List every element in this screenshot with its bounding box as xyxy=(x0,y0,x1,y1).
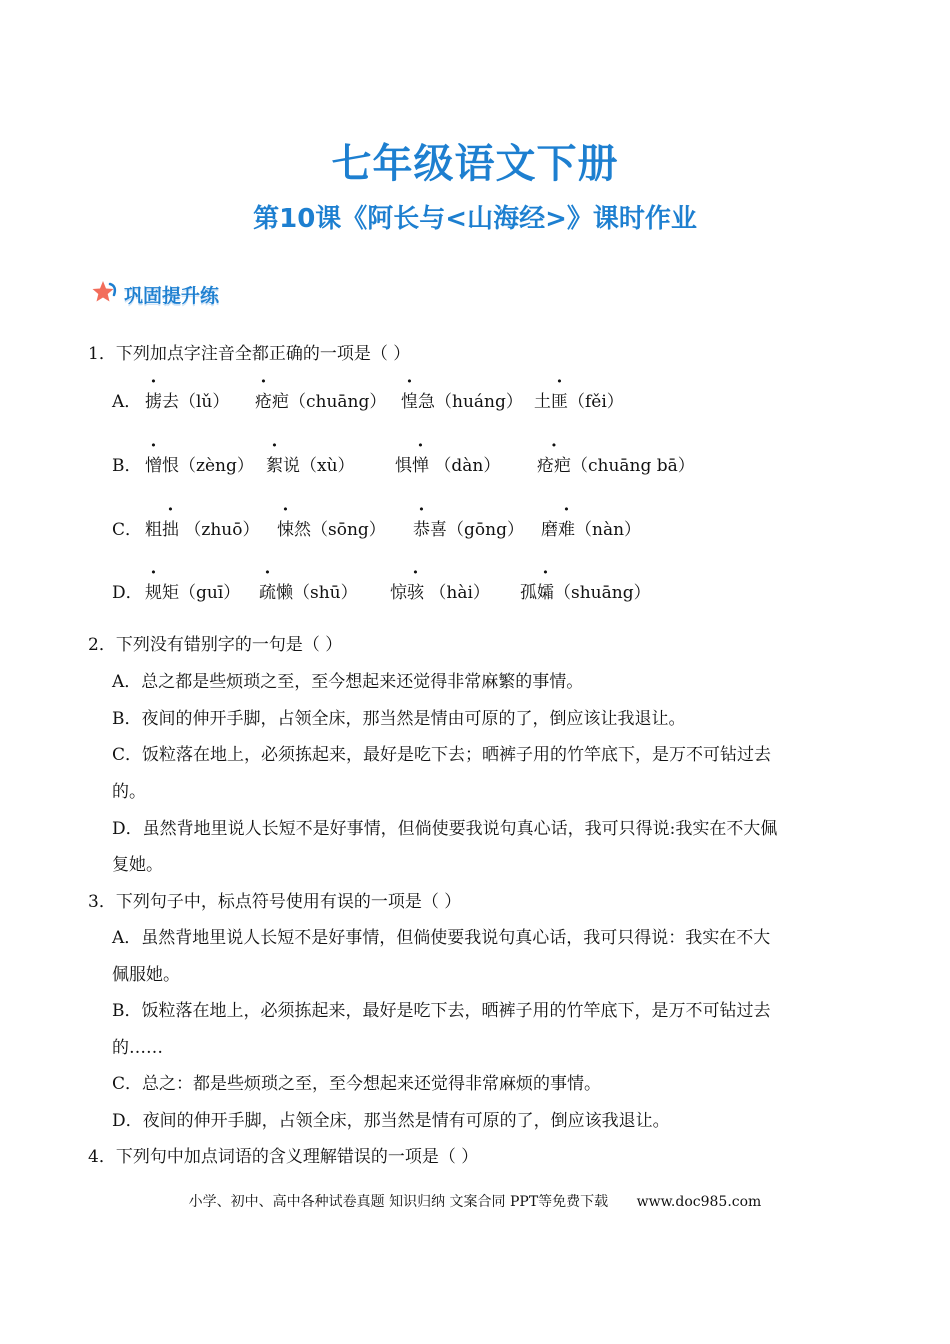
q1-d-item-2: 疏懒（shū） xyxy=(259,583,358,603)
q1-c-item-1: 粗拙 （zhuō） xyxy=(145,520,260,540)
q1-d-item-1: 规矩（guī） xyxy=(145,583,241,603)
q1-b-item-4: 疮疤（chuāng bā） xyxy=(537,456,695,476)
page-title: 七年级语文下册 xyxy=(331,141,619,187)
q3-option-d: D．夜间的伸开手脚，占领全床，那当然是情有可原的了，倒应该我退让。 xyxy=(112,1111,670,1131)
q3-option-a-cont: 佩服她。 xyxy=(112,965,180,985)
q1-c-item-3: 恭喜（gōng） xyxy=(413,520,524,540)
q2-option-d-cont: 复她。 xyxy=(112,855,163,875)
q2-option-c-cont: 的。 xyxy=(112,782,146,802)
q1-b-item-1: 憎恨（zèng） xyxy=(145,456,254,476)
footer-site: www.doc985.com xyxy=(636,1194,762,1210)
q1-c-item-2: 悚然（sōng） xyxy=(277,520,386,540)
question-4-stem: 4．下列句中加点词语的含义理解错误的一项是（ ） xyxy=(88,1147,479,1167)
page-footer xyxy=(0,1191,950,1211)
q1-a-item-3: 惶急（huáng） xyxy=(401,392,523,412)
q1-b-item-3: 惧惮 （dàn） xyxy=(395,456,501,476)
q1-option-c-letter: C． xyxy=(112,520,143,540)
q2-option-a: A．总之都是些烦琐之至，至今想起来还觉得非常麻繁的事情。 xyxy=(112,672,584,692)
q1-d-item-4: 孤孀（shuāng） xyxy=(520,583,651,603)
q1-a-item-1: 掳去（lǔ） xyxy=(145,392,230,412)
q3-option-a: A．虽然背地里说人长短不是好事情，但倘使要我说句真心话，我可只得说：我实在不大 xyxy=(112,928,771,948)
section-header xyxy=(92,280,219,308)
footer-text: 小学、初中、高中各种试卷真题 知识归纳 文案合同 PPT等免费下载 xyxy=(188,1194,609,1210)
q1-option-a-letter: A． xyxy=(112,392,142,412)
section-label: 巩固提升练 xyxy=(124,284,220,307)
lesson-subtitle: 第10课《阿长与<山海经>》课时作业 xyxy=(253,204,697,234)
q1-option-d-letter: D． xyxy=(112,583,143,603)
q3-option-b: B．饭粒落在地上，必须拣起来，最好是吃下去，晒裤子用的竹竿底下，是万不可钻过去 xyxy=(112,1001,771,1021)
q3-option-c: C．总之：都是些烦琐之至，至今想起来还觉得非常麻烦的事情。 xyxy=(112,1074,602,1094)
star-icon xyxy=(92,280,118,308)
q2-option-c: C．饭粒落在地上，必须拣起来，最好是吃下去；晒裤子用的竹竿底下，是万不可钻过去 xyxy=(112,745,772,765)
q1-a-item-2: 疮疤（chuāng） xyxy=(255,392,387,412)
q1-a-item-4: 土匪（fěi） xyxy=(534,392,624,412)
q2-option-d: D．虽然背地里说人长短不是好事情，但倘使要我说句真心话，我可只得说:我实在不大佩 xyxy=(112,819,778,839)
question-1-stem: 1．下列加点字注音全都正确的一项是（ ） xyxy=(88,344,411,364)
q1-option-b-letter: B． xyxy=(112,456,142,476)
q2-option-b: B．夜间的伸开手脚，占领全床，那当然是情由可原的了，倒应该让我退让。 xyxy=(112,709,686,729)
q3-option-b-cont: 的…… xyxy=(112,1038,163,1058)
q1-b-item-2: 絮说（xù） xyxy=(266,456,355,476)
question-3-stem: 3．下列句子中，标点符号使用有误的一项是（ ） xyxy=(88,892,462,912)
q1-c-item-4: 磨难（nàn） xyxy=(541,520,642,540)
question-2-stem: 2．下列没有错别字的一句是（ ） xyxy=(88,635,343,655)
q1-d-item-3: 惊骇 （hài） xyxy=(390,583,490,603)
